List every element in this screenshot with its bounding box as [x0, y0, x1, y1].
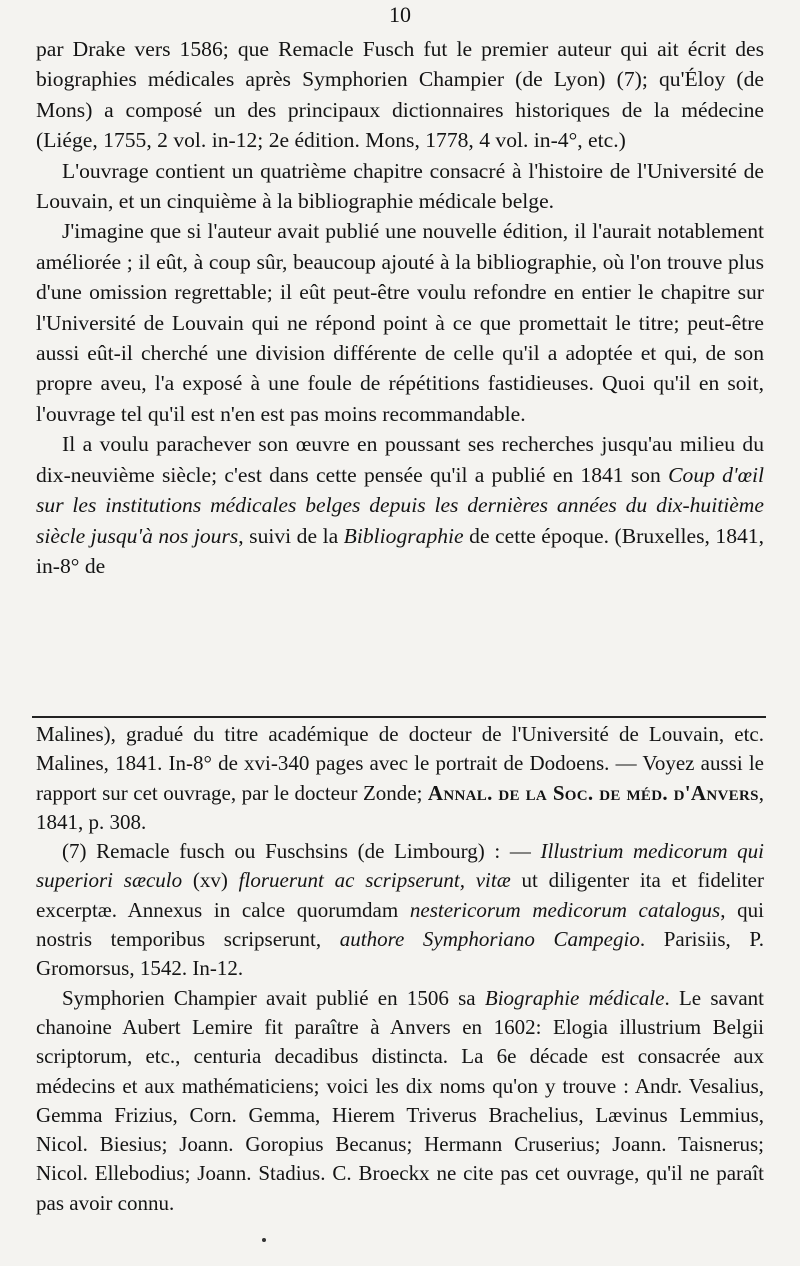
- footnote-continuation: [36, 720, 764, 837]
- footnote-7: [36, 837, 764, 983]
- footnote-7-text-b: (xv): [182, 868, 239, 893]
- footnote-7-italic-2: floruerunt ac scripserunt, vitæ: [238, 868, 511, 893]
- print-speck: [262, 1238, 266, 1242]
- footnote-7-italic-3: nestericorum medicorum catalogus: [409, 897, 721, 922]
- paragraph-4-text-b: , suivi de la: [238, 523, 344, 548]
- footnote-divider: [32, 716, 766, 718]
- paragraph-4: [36, 429, 764, 581]
- footnote-7-continued-text-a: Symphorien Champier avait publié en 1506 sa: [62, 985, 485, 1010]
- journal-title: Annal. de la Soc. de méd. d'Anvers: [427, 780, 759, 805]
- paragraph-4-text-c: de cette époque. (Bruxelles, 1841, in-8° de: [36, 523, 764, 578]
- paragraph-4-text-a: Il a voulu parachever son œuvre en poussant ses recherches jusqu'au milieu du dix-neuvième siècle; c'est dans cette pensée qu'il a publié en 1841 son: [36, 432, 764, 487]
- footnote-7-italic-1: Illustrium medicorum qui superiori sæculo: [36, 839, 764, 893]
- footnote-continuation-end: , 1841, p. 308.: [36, 780, 764, 834]
- biographie-medicale-title: Biographie médicale: [484, 985, 665, 1010]
- bibliographie-title: Bibliographie: [343, 523, 464, 548]
- paragraph-1: par Drake vers 1586; que Remacle Fusch fut le premier auteur qui ait écrit des biographies médicales après Symphorien Champier (de Lyon) (7); qu'Éloy (de Mons) a composé un des principaux dictionnaires historiques de la médecine (Liége, 1755, 2 vol. in-12; 2e édition. Mons, 1778, 4 vol. in-4°, etc.): [36, 37, 764, 153]
- footnote-7-continued-text-b: . Le savant chanoine Aubert Lemire fit paraître à Anvers en 1602: Elogia illustrium Belgii scriptorum, etc., centuria decadibus distincta. La 6e décade est consacrée aux médecins et aux mathématiciens; voici les dix noms qu'on y trouve : Andr. Vesalius, Gemma Frizius, Corn. Gemma, Hierem Triverus Brachelius, Lævinus Lemmius, Nicol. Biesius; Joann. Goropius Becanus; Hermann Cruserius; Joann. Taisnerus; Nicol. Ellebodius; Joann. Stadius. C. Broeckx ne cite pas cet ouvrage, qu'il ne paraît pas avoir connu.: [36, 985, 764, 1215]
- paragraph-2: L'ouvrage contient un quatrième chapitre consacré à l'histoire de l'Université de Louvain, et un cinquième à la bibliographie médicale belge.: [36, 158, 764, 214]
- page-number: 10: [389, 2, 411, 27]
- footnote-7-continued: [36, 984, 764, 1218]
- footnote-7-text-a: (7) Remacle fusch ou Fuschsins (de Limbourg) : —: [62, 839, 541, 864]
- footnote-7-italic-4: authore Symphoriano Campegio: [339, 927, 640, 952]
- footnotes: [36, 720, 764, 1218]
- footnote-7-text-c: ut diligenter ita et fideliter excerptæ. Annexus in calce quorumdam: [36, 868, 764, 922]
- footnote-continuation-text: Malines), gradué du titre académique de docteur de l'Université de Louvain, etc. Malines, 1841. In-8° de xvi-340 pages avec le portrait de Dodoens. — Voyez aussi le rapport sur cet ouvrage, par le docteur Zonde;: [36, 722, 764, 805]
- footnote-7-text-e: . Parisiis, P. Gromorsus, 1542. In-12.: [36, 927, 764, 981]
- paragraph-3: J'imagine que si l'auteur avait publié une nouvelle édition, il l'aurait notablement améliorée ; il eût, à coup sûr, beaucoup ajouté à la bibliographie, où l'on trouve plus d'une omission regrettable; il eût peut-être voulu refondre en entier le chapitre sur l'Université de Louvain qui ne répond point à ce que promettait le titre; peut-être aussi eût-il cherché une division différente de celle qu'il a adoptée et qui, de son propre aveu, l'a exposé à une foule de répétitions fastidieuses. Quoi qu'il en soit, l'ouvrage tel qu'il est n'en est pas moins recommandable.: [36, 219, 764, 426]
- footnote-7-text-d: , qui nostris temporibus scripserunt,: [36, 897, 764, 952]
- book-title: Coup d'œil sur les institutions médicales belges depuis les dernières années du dix-huitième siècle jusqu'à nos jours: [36, 462, 764, 548]
- main-text: [36, 34, 764, 581]
